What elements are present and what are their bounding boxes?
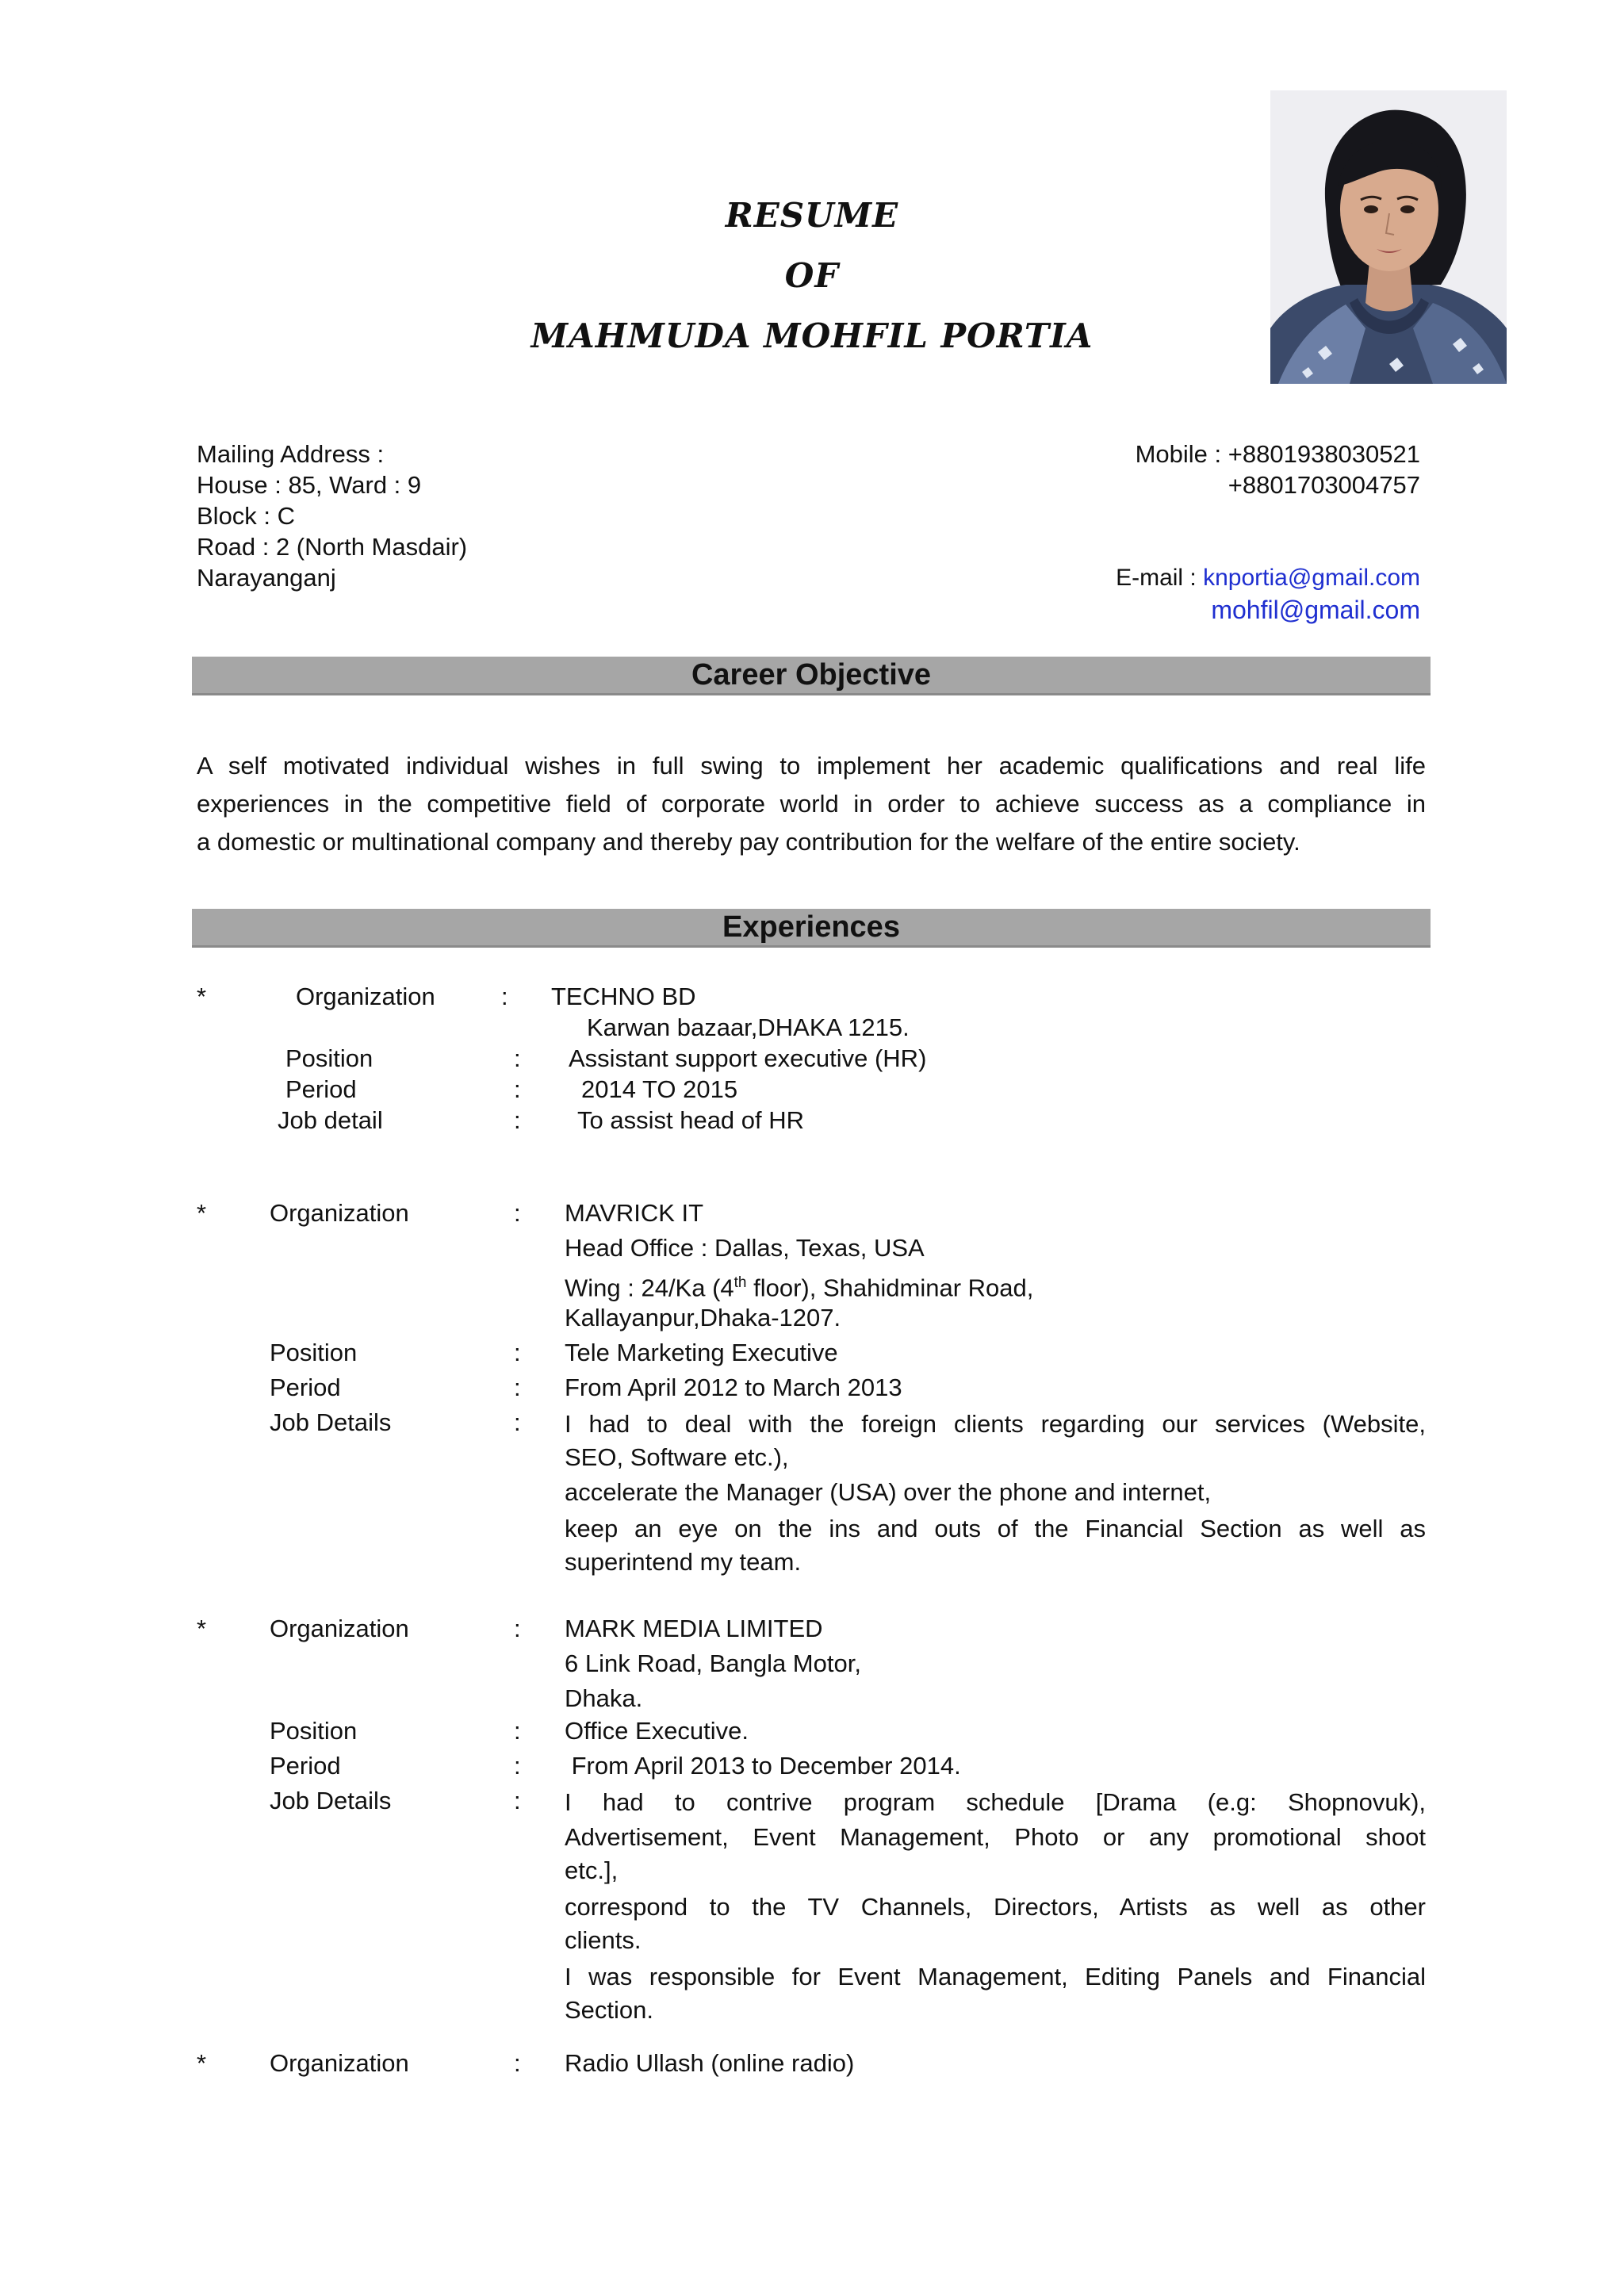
job-details-line-4: correspond to the TV Channels, Directors, Artists as well as other xyxy=(565,1893,1426,1921)
job-details-line-7: Section. xyxy=(565,1996,654,2024)
resume-title: RESUME xyxy=(725,196,899,235)
career-objective-line-3: a domestic or multinational company and thereby pay contribution for the welfare of the entire society. xyxy=(197,828,1300,856)
address-wing: Wing : 24/Ka (4 xyxy=(565,1274,734,1302)
bullet: * xyxy=(197,1199,207,1227)
job-details-line-1: I had to contrive program schedule [Drama (e.g: Shopnovuk), xyxy=(565,1788,1426,1816)
colon: : xyxy=(514,1787,521,1814)
colon: : xyxy=(514,1717,521,1745)
address-block: Block : C xyxy=(197,502,296,530)
job-details-line-2: SEO, Software etc.), xyxy=(565,1443,789,1471)
job-details-line-3: etc.], xyxy=(565,1856,619,1884)
organization-address-1: 6 Link Road, Bangla Motor, xyxy=(565,1649,861,1677)
position-value: Office Executive. xyxy=(565,1717,749,1745)
organization-address-2: Dhaka. xyxy=(565,1684,643,1712)
mobile-number-1: +8801938030521 xyxy=(1228,440,1420,468)
address-city: Narayanganj xyxy=(197,564,336,592)
colon: : xyxy=(514,1339,521,1366)
career-objective-line-2: experiences in the competitive field of corporate world in order to achieve success as a compliance in xyxy=(197,790,1426,818)
email-link-2[interactable]: mohfil@gmail.com xyxy=(1211,596,1420,624)
organization-address: Karwan bazaar,DHAKA 1215. xyxy=(587,1013,910,1041)
resume-candidate-name: MAHMUDA MOHFIL PORTIA xyxy=(530,316,1094,355)
colon: : xyxy=(514,1106,521,1134)
colon: : xyxy=(514,1408,521,1436)
bullet: * xyxy=(197,983,207,1010)
resume-title-of: OF xyxy=(784,256,840,295)
job-details-label: Job Details xyxy=(270,1787,392,1814)
colon: : xyxy=(514,1199,521,1227)
career-objective-heading: Career Objective xyxy=(691,658,932,692)
job-detail-label: Job detail xyxy=(278,1106,383,1134)
job-details-label: Job Details xyxy=(270,1408,392,1436)
job-details-line-6: I was responsible for Event Management, Editing Panels and Financial xyxy=(565,1963,1426,1990)
email-line xyxy=(1116,562,1420,593)
organization-name: Radio Ullash (online radio) xyxy=(565,2049,855,2077)
job-details-line-5: superintend my team. xyxy=(565,1548,802,1576)
mailing-address-label: Mailing Address : xyxy=(197,440,385,468)
organization-label: Organization xyxy=(270,1199,409,1227)
career-objective-line-1: A self motivated individual wishes in full swing to implement her academic qualifications and real life xyxy=(197,752,1426,780)
mobile-number-2: +8801703004757 xyxy=(1228,471,1420,499)
position-label: Position xyxy=(285,1044,373,1072)
position-value: Tele Marketing Executive xyxy=(565,1339,838,1366)
bullet: * xyxy=(197,1615,207,1642)
period-label: Period xyxy=(285,1075,357,1103)
career-objective-section-header xyxy=(192,657,1431,695)
superscript-th: th xyxy=(733,1274,747,1291)
address-house: House : 85, Ward : 9 xyxy=(197,471,422,499)
organization-name: TECHNO BD xyxy=(551,983,696,1010)
colon: : xyxy=(514,1374,521,1401)
period-label: Period xyxy=(270,1374,341,1401)
period-label: Period xyxy=(270,1752,341,1780)
organization-address-1: Head Office : Dallas, Texas, USA xyxy=(565,1234,925,1262)
period-value: From April 2013 to December 2014. xyxy=(565,1752,961,1780)
profile-photo xyxy=(1270,90,1507,384)
organization-label: Organization xyxy=(270,2049,409,2077)
mobile-line xyxy=(1136,439,1420,469)
period-value: From April 2012 to March 2013 xyxy=(565,1374,902,1401)
colon: : xyxy=(514,1075,521,1103)
email-link-1[interactable]: knportia@gmail.com xyxy=(1203,565,1420,591)
mobile-label: Mobile : xyxy=(1135,440,1228,468)
period-value: 2014 TO 2015 xyxy=(581,1075,738,1103)
organization-name: MARK MEDIA LIMITED xyxy=(565,1615,823,1642)
address-road: Road : 2 (North Masdair) xyxy=(197,533,468,561)
job-details-line-4: keep an eye on the ins and outs of the Financial Section as well as xyxy=(565,1515,1426,1542)
organization-label: Organization xyxy=(270,1615,409,1642)
job-detail-value: To assist head of HR xyxy=(577,1106,805,1134)
email-label: E-mail : xyxy=(1116,565,1204,591)
bullet: * xyxy=(197,2049,207,2077)
job-details-line-3: accelerate the Manager (USA) over the phone and internet, xyxy=(565,1478,1212,1506)
experiences-heading: Experiences xyxy=(722,910,900,944)
portrait-illustration xyxy=(1270,90,1507,384)
position-value: Assistant support executive (HR) xyxy=(569,1044,927,1072)
colon: : xyxy=(514,1615,521,1642)
job-details-line-5: clients. xyxy=(565,1926,642,1954)
organization-name: MAVRICK IT xyxy=(565,1199,704,1227)
colon: : xyxy=(501,983,508,1010)
address-road: floor), Shahidminar Road, xyxy=(746,1274,1034,1302)
position-label: Position xyxy=(270,1339,358,1366)
position-label: Position xyxy=(270,1717,358,1745)
colon: : xyxy=(514,1044,521,1072)
colon: : xyxy=(514,1752,521,1780)
job-details-line-1: I had to deal with the foreign clients regarding our services (Website, xyxy=(565,1410,1426,1438)
job-details-line-2: Advertisement, Event Management, Photo or any promotional shoot xyxy=(565,1823,1426,1851)
colon: : xyxy=(514,2049,521,2077)
organization-label: Organization xyxy=(296,983,435,1010)
organization-address-2 xyxy=(565,1267,1033,1303)
experiences-section-header xyxy=(192,909,1431,948)
organization-address-3: Kallayanpur,Dhaka-1207. xyxy=(565,1304,841,1331)
